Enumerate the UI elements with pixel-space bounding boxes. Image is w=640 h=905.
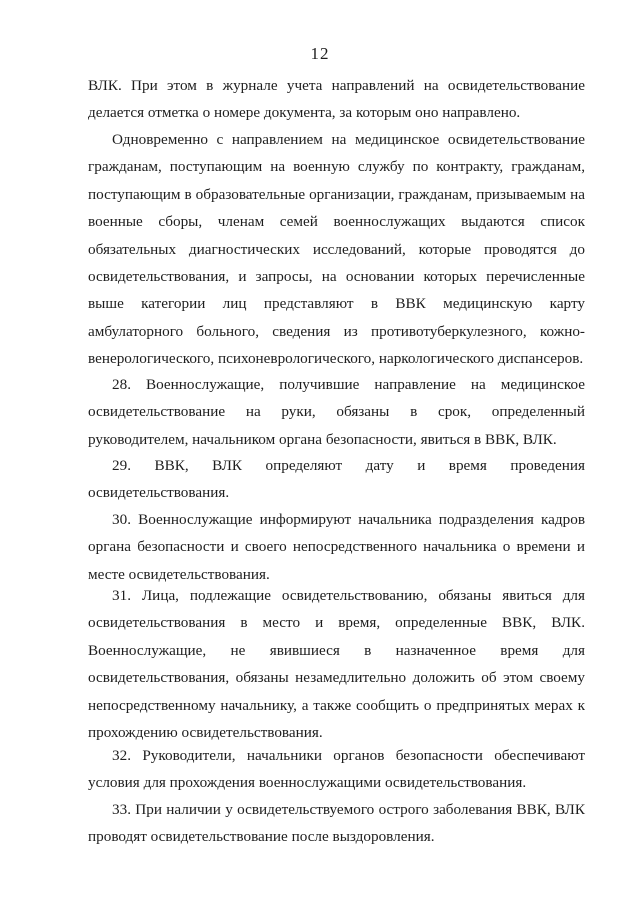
paragraph-item-29: 29. ВВК, ВЛК определяют дату и время проведения освидетельствования. [88,457,585,502]
page-number: 12 [310,44,330,63]
paragraph-item-32: 32. Руководители, начальники органов безопасности обеспечивают условия для прохождения военнослужащими освидетельствования. [88,747,585,792]
paragraph-item-31: 31. Лица, подлежащие освидетельствованию, обязаны явиться для освидетельствования в место и время, определенные ВВК, ВЛК. Военнослужащие, не явившиеся в назначенное время для освидетельствования, обязаны незамедлительно доложить об этом своему непосредственному начальнику, а также сообщить о предпринятых мерах к прохождению освидетельствования. [88,587,585,742]
paragraph-item-28: 28. Военнослужащие, получившие направление на медицинское освидетельствование на руки, обязаны в срок, определенный руководителем, начальником органа безопасности, явиться в ВВК, ВЛК. [88,376,585,448]
paragraph-continuation: ВЛК. При этом в журнале учета направлений на освидетельствование делается отметка о номере документа, за которым оно направлено. [88,77,585,122]
paragraph-item-33: 33. При наличии у освидетельствуемого острого заболевания ВВК, ВЛК проводят освидетельствование после выздоровления. [88,801,585,846]
paragraph-item-30: 30. Военнослужащие информируют начальника подразделения кадров органа безопасности и своего непосредственного начальника о времени и месте освидетельствования. [88,511,585,583]
paragraph-simultaneous-referral: Одновременно с направлением на медицинское освидетельствование гражданам, поступающим на военную службу по контракту, гражданам, поступающим в образовательные организации, гражданам, призываемым на военные сборы, членам семей военнослужащих выдаются список обязательных диагностических исследований, которые проводятся до освидетельствования, и запросы, на основании которых перечисленные выше категории лиц представляют в ВВК медицинскую карту амбулаторного больного, сведения из противотуберкулезного, кожно-венерологического, психоневрологического, наркологического диспансеров. [88,131,585,368]
